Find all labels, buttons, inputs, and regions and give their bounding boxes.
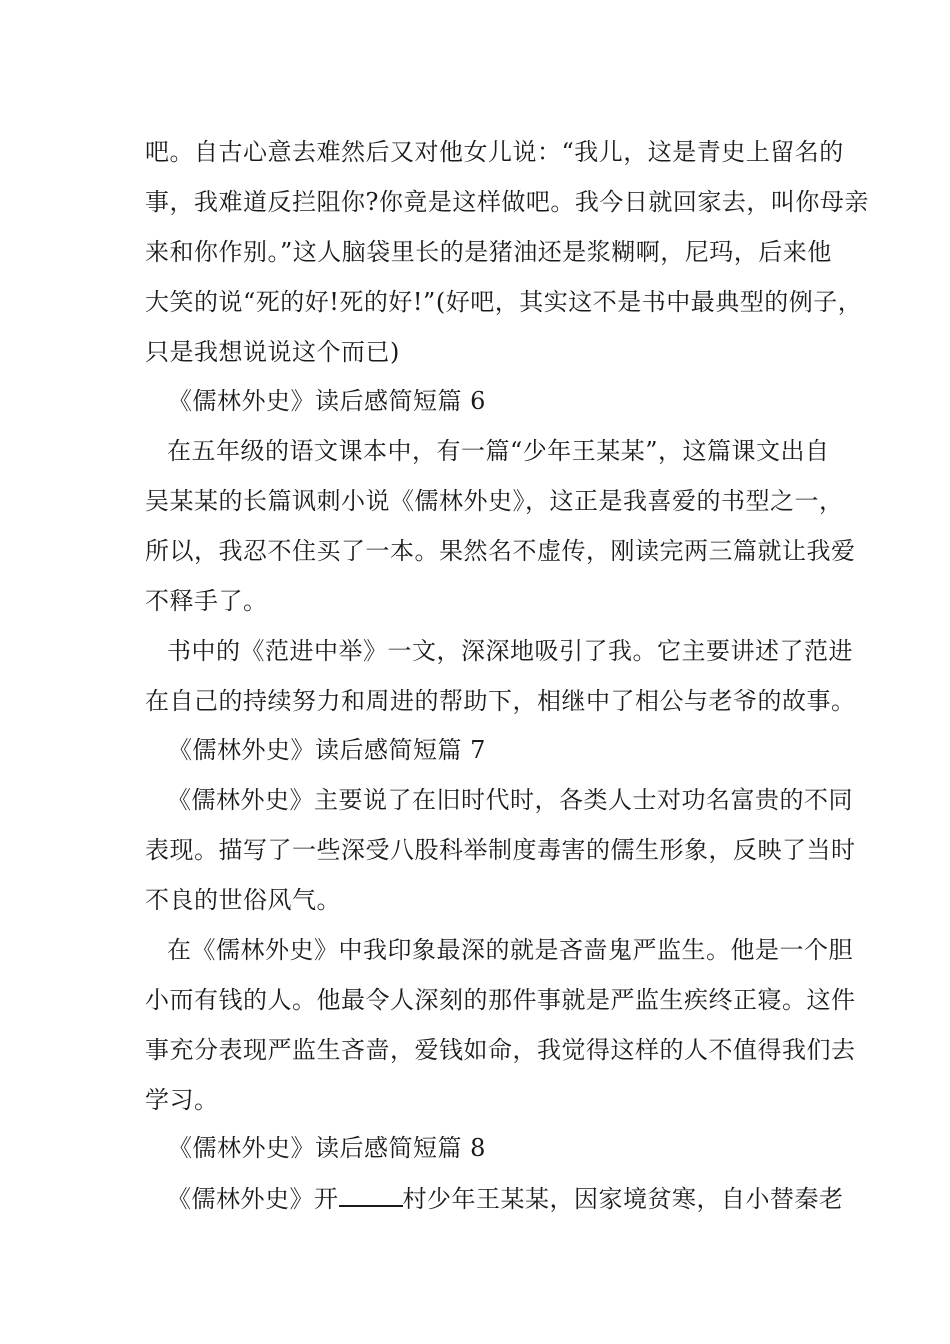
paragraph-line: 事，我难道反拦阻你?你竟是这样做吧。我今日就回家去，叫你母亲 <box>145 188 869 216</box>
paragraph-line: 小而有钱的人。他最令人深刻的那件事就是严监生疾终正寝。这件 <box>145 986 856 1014</box>
paragraph-line: 来和你作别。”这人脑袋里长的是猪油还是浆糊啊，尼玛，后来他 <box>145 238 832 266</box>
paragraph-line: 在五年级的语文课本中，有一篇“少年王某某”，这篇课文出自 <box>167 437 830 465</box>
paragraph-line: 事充分表现严监生吝啬，爱钱如命，我觉得这样的人不值得我们去 <box>145 1036 856 1064</box>
paragraph-line: 《儒林外史》主要说了在旧时代时，各类人士对功名富贵的不同 <box>167 786 853 814</box>
paragraph-line: 书中的《范进中举》一文，深深地吸引了我。它主要讲述了范进 <box>167 637 853 665</box>
paragraph-line: 大笑的说“死的好!死的好!”(好吧，其实这不是书中最典型的例子， <box>145 288 863 316</box>
paragraph-line: 学习。 <box>145 1086 219 1114</box>
text-after-blank: 村少年王某某，因家境贫寒，自小替秦老 <box>402 1185 844 1213</box>
paragraph-line: 不释手了。 <box>145 587 268 615</box>
paragraph-line: 表现。描写了一些深受八股科举制度毒害的儒生形象，反映了当时 <box>145 836 856 864</box>
section-heading: 《儒林外史》读后感简短篇 8 <box>168 1134 486 1162</box>
paragraph-line: 所以，我忍不住买了一本。果然名不虚传，刚读完两三篇就让我爱 <box>145 537 856 565</box>
fill-in-blank <box>339 1183 403 1207</box>
text-before-blank: 《儒林外史》开 <box>167 1185 339 1213</box>
paragraph-line: 吧。自古心意去难然后又对他女儿说：“我儿，这是青史上留名的 <box>145 138 844 166</box>
paragraph-line-with-blank <box>167 1183 844 1214</box>
paragraph-line: 在自己的持续努力和周进的帮助下，相继中了相公与老爷的故事。 <box>145 687 856 715</box>
paragraph-line: 在《儒林外史》中我印象最深的就是吝啬鬼严监生。他是一个胆 <box>167 936 853 964</box>
paragraph-line: 只是我想说说这个而已) <box>145 338 400 366</box>
paragraph-line: 不良的世俗风气。 <box>145 886 341 914</box>
paragraph-line: 吴某某的长篇讽刺小说《儒林外史》，这正是我喜爱的书型之一， <box>145 487 844 515</box>
section-heading: 《儒林外史》读后感简短篇 6 <box>168 387 486 415</box>
section-heading: 《儒林外史》读后感简短篇 7 <box>168 736 486 764</box>
